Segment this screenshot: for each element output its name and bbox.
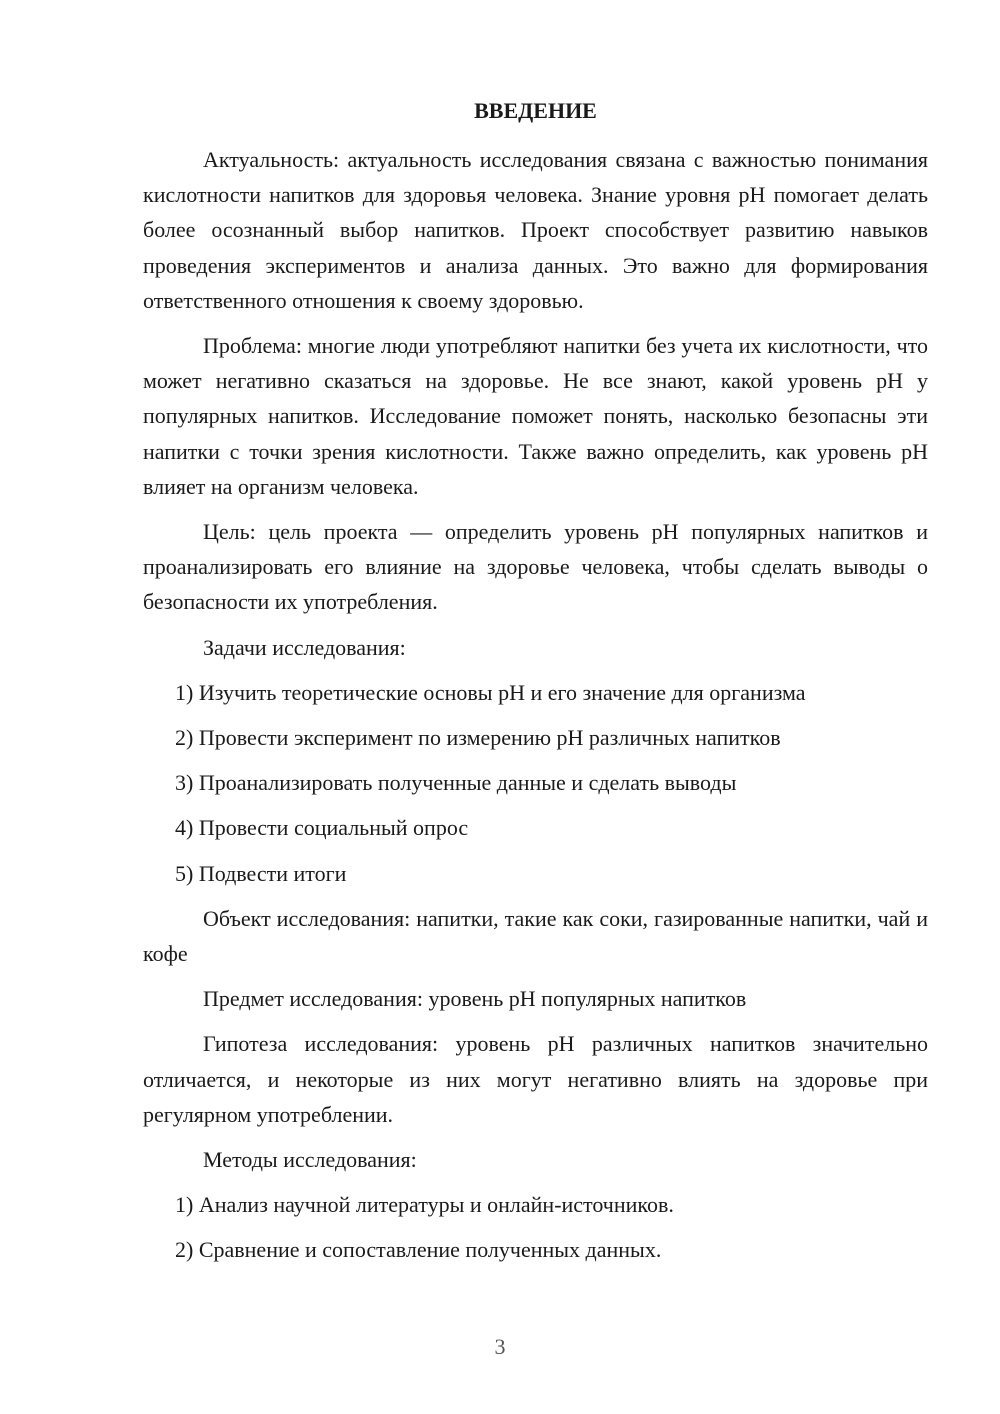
- tasks-title: Задачи исследования:: [203, 634, 406, 660]
- tasks-list: [143, 675, 928, 891]
- task-item: 3) Проанализировать полученные данные и сделать выводы: [175, 770, 737, 796]
- page-number: 3: [494, 1334, 506, 1359]
- methods-list: [143, 1187, 928, 1267]
- object-paragraph: Объект исследования: напитки, такие как соки, газированные напитки, чай и кофе: [143, 905, 928, 967]
- task-item: 4) Провести социальный опрос: [175, 815, 469, 841]
- subject-paragraph: Предмет исследования: уровень pH популярных напитков: [203, 986, 747, 1012]
- document-page: [143, 96, 928, 1278]
- section-heading: ВВЕДЕНИЕ: [474, 98, 597, 123]
- methods-title: Методы исследования:: [203, 1147, 417, 1173]
- relevance-paragraph: Актуальность: актуальность исследования связана с важностью понимания кислотности напитков для здоровья человека. Знание уровня pH помогает делать более осознанный выбор напитков. Проект способствует развитию навыков проведения экспериментов и анализа данных. Это важно для формирования ответственного отношения к своему здоровью.: [143, 147, 928, 313]
- task-item: 2) Провести эксперимент по измерению pH различных напитков: [175, 725, 781, 751]
- task-item: 5) Подвести итоги: [175, 860, 347, 886]
- task-item: 1) Изучить теоретические основы pH и его значение для организма: [175, 679, 806, 705]
- hypothesis-paragraph: Гипотеза исследования: уровень pH различных напитков значительно отличается, и некоторые из них могут негативно влиять на здоровье при регулярном употреблении.: [143, 1031, 928, 1127]
- goal-paragraph: Цель: цель проекта — определить уровень pH популярных напитков и проанализировать его влияние на здоровье человека, чтобы сделать выводы о безопасности их употребления.: [143, 519, 928, 615]
- method-item: 2) Сравнение и сопоставление полученных данных.: [175, 1237, 662, 1263]
- problem-paragraph: Проблема: многие люди употребляют напитки без учета их кислотности, что может негативно сказаться на здоровье. Не все знают, какой уровень pH у популярных напитков. Исследование поможет понять, насколько безопасны эти напитки с точки зрения кислотности. Также важно определить, как уровень pH влияет на организм человека.: [143, 333, 928, 499]
- method-item: 1) Анализ научной литературы и онлайн-источников.: [175, 1192, 674, 1218]
